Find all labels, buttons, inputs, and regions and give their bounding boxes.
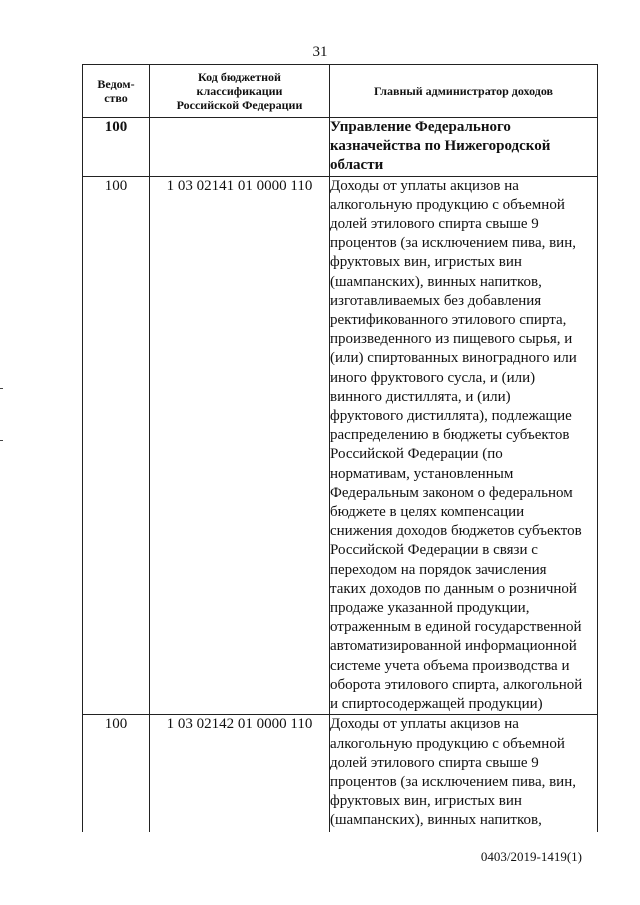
header-department — [83, 65, 150, 118]
header-budget-code-line: классификации — [196, 84, 283, 98]
text-line: алкогольную продукцию с объемной — [330, 196, 565, 213]
table-row — [83, 118, 598, 177]
department-cell: 100 — [83, 118, 150, 177]
table-header-row — [83, 65, 598, 118]
text-line: снижения доходов бюджетов субъектов — [330, 523, 582, 540]
page-number: 31 — [312, 44, 328, 60]
text-line — [330, 831, 597, 832]
text-line: автоматизированной информационной — [330, 638, 577, 655]
department-cell: 100 — [83, 715, 150, 832]
text-line: и спиртосодержащей продукции) — [330, 696, 543, 713]
text-line: алкогольную продукцию с объемной — [330, 735, 565, 752]
header-administrator: Главный администратор доходов — [330, 65, 598, 118]
header-department-line: Ведом- — [97, 77, 135, 91]
text-line: ректификованного этилового спирта, — [330, 312, 567, 329]
text-line: бюджете в целях компенсации — [330, 504, 525, 521]
code-cell: 1 03 02142 01 0000 110 — [150, 715, 330, 832]
header-budget-code — [150, 65, 330, 118]
text-line: (шампанских), винных напитков, — [330, 812, 542, 829]
text-line: Доходы от уплаты акцизов на — [330, 177, 519, 194]
text-line: нормативам, установленным — [330, 465, 514, 482]
text-line: фруктовых вин, игристых вин — [330, 793, 522, 810]
scan-edge-mark — [0, 440, 3, 441]
text-line: оборота этилового спирта, алкогольной — [330, 676, 583, 693]
text-line: долей этилового спирта свыше 9 — [330, 754, 539, 771]
text-line: (или) спиртованных виноградного или — [330, 350, 577, 367]
text-line: винного дистиллята, и (или) — [330, 388, 511, 405]
header-department-line: ство — [104, 91, 128, 105]
text-line: системе учета объема производства и — [330, 657, 570, 674]
header-budget-code-line: Код бюджетной — [198, 70, 281, 84]
text-line: казначейства по Нижегородской — [330, 138, 551, 155]
text-line: Федеральным законом о федеральном — [330, 484, 573, 501]
scan-edge-mark — [0, 388, 3, 389]
table-row — [83, 176, 598, 715]
text-line: фруктового дистиллята), подлежащие — [330, 408, 572, 425]
document-code: 0403/2019-1419(1) — [480, 849, 582, 864]
text-line: переходом на порядок зачисления — [330, 561, 547, 578]
text-line: Доходы от уплаты акцизов на — [330, 716, 519, 733]
text-line: процентов (за исключением пива, вин, — [330, 773, 576, 790]
text-line: произведенного из пищевого сырья, и — [330, 331, 573, 348]
text-line: фруктовых вин, игристых вин — [330, 254, 522, 271]
text-line: отраженным в единой государственной — [330, 619, 582, 636]
text-line: процентов (за исключением пива, вин, — [330, 235, 576, 252]
text-line: продаже указанной продукции, — [330, 600, 530, 617]
administrator-name-cell — [330, 118, 598, 177]
code-cell: 1 03 02141 01 0000 110 — [150, 176, 330, 715]
revenue-table — [82, 64, 598, 832]
department-cell: 100 — [83, 176, 150, 715]
text-line: долей этилового спирта свыше 9 — [330, 216, 539, 233]
table-row — [83, 715, 598, 832]
code-cell — [150, 118, 330, 177]
text-line: распределению в бюджеты субъектов — [330, 427, 570, 444]
text-line: таких доходов по данным о розничной — [330, 580, 577, 597]
text-line: (шампанских), винных напитков, — [330, 273, 542, 290]
text-line: области — [330, 157, 384, 174]
header-budget-code-line: Российской Федерации — [176, 98, 303, 112]
text-line: Управление Федерального — [330, 119, 511, 135]
text-line: Российской Федерации в связи с — [330, 542, 538, 559]
text-line: Российской Федерации (по — [330, 446, 503, 463]
text-line: иного фруктового сусла, и (или) — [330, 369, 536, 386]
text-line: изготавливаемых без добавления — [330, 292, 542, 309]
description-cell — [330, 715, 598, 832]
description-cell — [330, 176, 598, 715]
